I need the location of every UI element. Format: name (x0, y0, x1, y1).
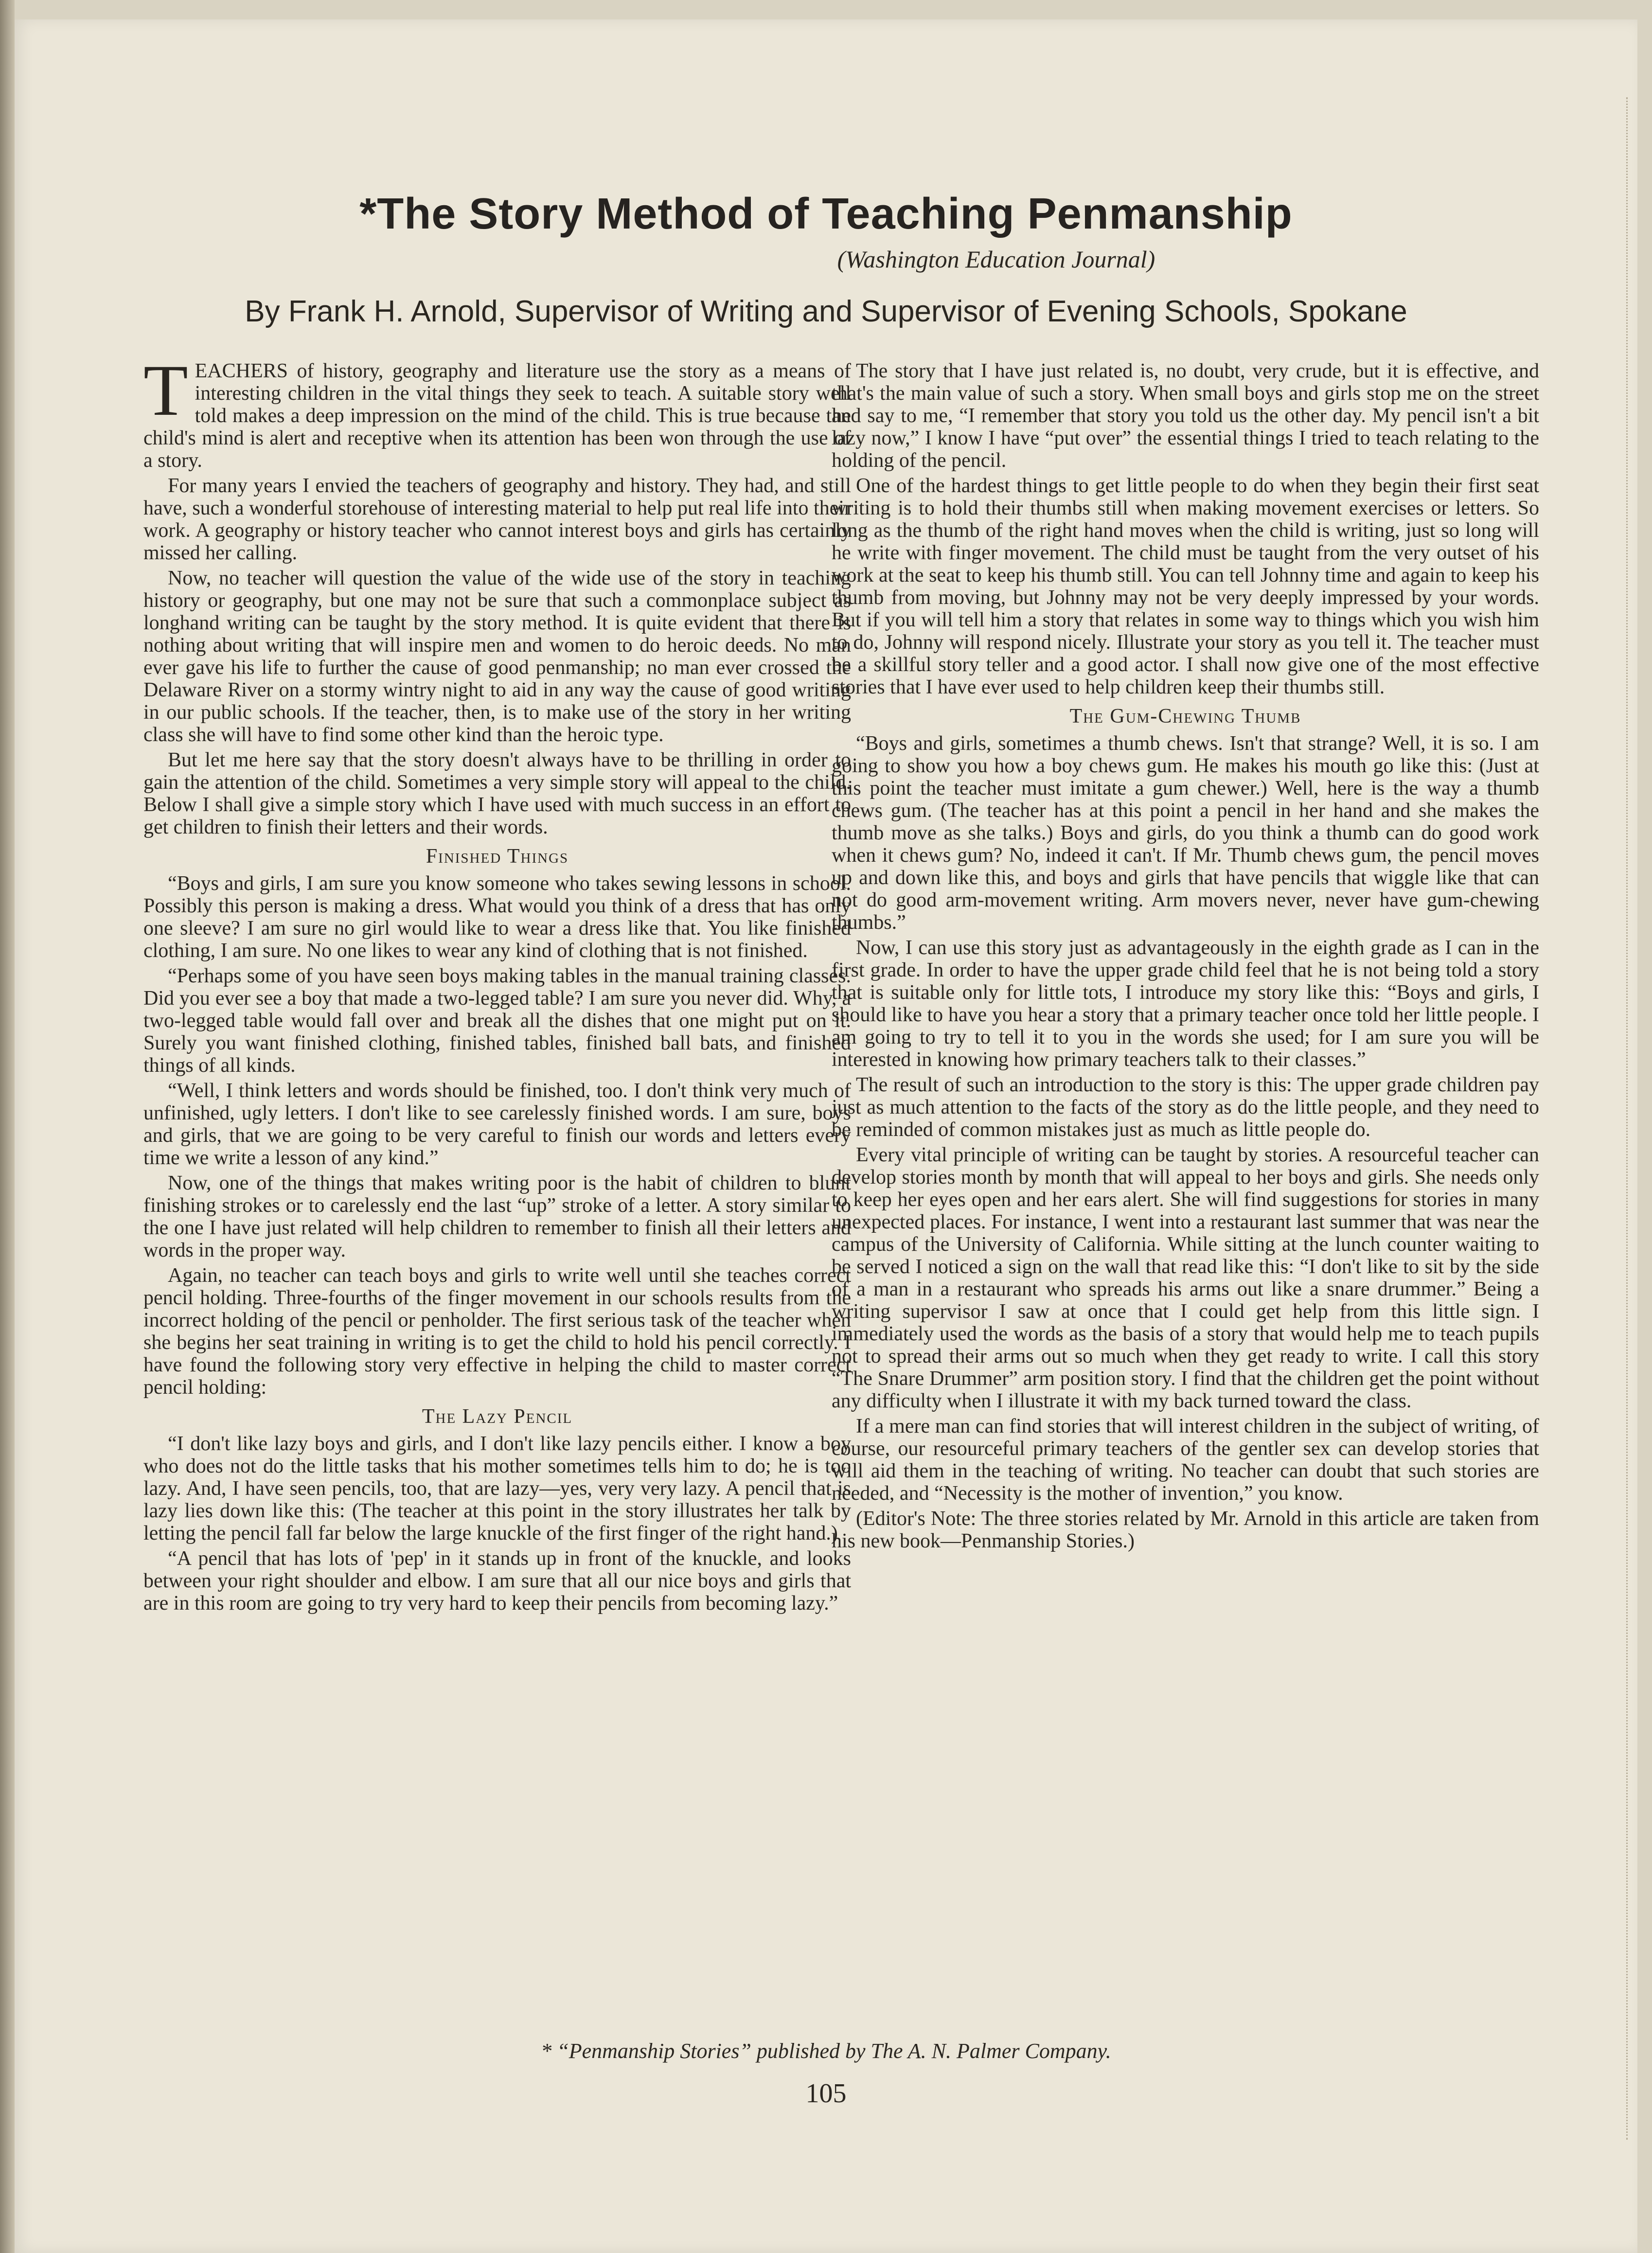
paragraph: The result of such an introduction to the story is this: The upper grade children pay just as much attention to the facts of the story as do the little people, and they need to be reminded of common mistakes just as much as little people do. (832, 1074, 1539, 1141)
section-heading: Finished Things (426, 845, 569, 868)
paragraph-text: EACHERS of history, geography and literature use the story as a means of interesting children in the vital things they seek to teach. A suitable story well told makes a deep impression on the mind of the child. This is true because the child's mind is alert and receptive when its attention has been won through the use of a story. (143, 360, 851, 472)
paragraph: “Perhaps some of you have seen boys making tables in the manual training classes. Did you ever see a boy that made a two-legged table? I am sure you never did. Why, a two-legged table would fall over and break all the dishes that one might put on it. Surely you want finished clothing, finished tables, finished ball bats, and finished things of all kinds. (143, 965, 851, 1077)
paragraph: “Well, I think letters and words should be finished, too. I don't think very much of unfinished, ugly letters. I don't like to see carelessly finished words. I am sure, boys and girls, that we are going to be very careful to finish our words and letters every time we write a lesson of any kind.” (143, 1080, 851, 1169)
article-title: *The Story Method of Teaching Penmanship (359, 190, 1293, 238)
book-spine-shadow (0, 0, 15, 2253)
paragraph: But let me here say that the story doesn't always have to be thrilling in order to gain the attention of the child. Sometimes a very simple story will appeal to the child. Below I shall give a simple story which I have used with much success in an effort to get children to finish their letters and their words. (143, 749, 851, 838)
left-column (143, 360, 851, 2023)
drop-cap: T (143, 360, 188, 431)
paragraph: If a mere man can find stories that will interest children in the subject of writing, of course, our resourceful primary teachers of the gentler sex can develop stories that will aid them in the teaching of writing. No teacher can doubt that such stories are needed, and “Necessity is the mother of invention,” you know. (832, 1415, 1539, 1505)
page-number: 105 (805, 2078, 847, 2109)
paragraph: “A pencil that has lots of 'pep' in it stands up in front of the knuckle, and looks between your right shoulder and elbow. I am sure that all our nice boys and girls that are in this room are going to try very hard to keep their pencils from becoming lazy.” (143, 1547, 851, 1614)
paragraph: “Boys and girls, I am sure you know someone who takes sewing lessons in school. Possibly this person is making a dress. What would you think of a dress that has only one sleeve? I am sure no girl would like to wear a dress like that. You like finished clothing, I am sure. No one likes to wear any kind of clothing that is not finished. (143, 872, 851, 962)
paragraph (143, 360, 851, 472)
paragraph: Every vital principle of writing can be taught by stories. A resourceful teacher can develop stories month by month that will appeal to her boys and girls. She needs only to keep her eyes open and her ears alert. She will find suggestions for stories in many unexpected places. For instance, I went into a restaurant last summer that was near the campus of the University of California. While sitting at the lunch counter waiting to be served I noticed a sign on the wall that read like this: “I don't like to sit by the side of a man in a restaurant who spreads his arms out like a snare drummer.” Being a writing supervisor I saw at once that I could get help from this little sign. I immediately used the words as the basis of a story that would help me to teach pupils not to spread their arms out so much when they get ready to write. I call this story “The Snare Drummer” arm position story. I find that the children get the point without any difficulty when I illustrate it with my back turned toward the class. (832, 1144, 1539, 1412)
right-column (832, 360, 1539, 2023)
paragraph: Now, one of the things that makes writing poor is the habit of children to blunt finishing strokes or to carelessly end the last “up” stroke of a letter. A story similar to the one I have just related will help children to remember to finish all their letters and words in the proper way. (143, 1172, 851, 1261)
paragraph: For many years I envied the teachers of geography and history. They had, and still have, such a wonderful storehouse of interesting material to help put real life into their work. A geography or history teacher who cannot interest boys and girls has certainly missed her calling. (143, 475, 851, 564)
paragraph: One of the hardest things to get little people to do when they begin their first seat writing is to hold their thumbs still when making movement exercises or letters. So long as the thumb of the right hand moves when the child is writing, just so long will he write with finger movement. The child must be taught from the very outset of his work at the seat to keep his thumb still. You can tell Johnny time and again to keep his thumb from moving, but Johnny may not be very deeply impressed by your words. But if you will tell him a story that relates in some way to things which you wish him to do, Johnny will respond nicely. Illustrate your story as you tell it. The teacher must be a skillful story teller and a good actor. I shall now give one of the most effective stories that I have ever used to help children keep their thumbs still. (832, 475, 1539, 698)
article-byline: By Frank H. Arnold, Supervisor of Writing and Supervisor of Evening Schools, Spokane (245, 295, 1407, 328)
section-heading: The Lazy Pencil (422, 1405, 573, 1428)
magazine-page (15, 19, 1637, 2253)
article-source: (Washington Education Journal) (837, 246, 1155, 273)
paragraph: “Boys and girls, sometimes a thumb chews. Isn't that strange? Well, it is so. I am going to show you how a boy chews gum. He makes his mouth go like this: (Just at this point the teacher must imitate a gum chewer.) Well, here is the way a thumb chews gum. (The teacher has at this point a pencil in her hand and she makes the thumb move as she talks.) Boys and girls, do you think a thumb can do good work when it chews gum? No, indeed it can't. If Mr. Thumb chews gum, the pencil moves up and down like this, and boys and girls that have pencils that wiggle like that can not do good arm-movement writing. Arm movers never, never have gum-chewing thumbs.” (832, 732, 1539, 934)
editor-note: (Editor's Note: The three stories related by Mr. Arnold in this article are taken from his new book—Penmanship Stories.) (832, 1508, 1539, 1552)
paragraph: “I don't like lazy boys and girls, and I don't like lazy pencils either. I know a boy who does not do the little tasks that his mother sometimes tells him to do; he is too lazy. And, I have seen pencils, too, that are lazy—yes, very very lazy. A pencil that is lazy lies down like this: (The teacher at this point in the story illustrates her talk by letting the pencil fall far below the large knuckle of the first finger of the right hand.) (143, 1433, 851, 1544)
article-header (15, 185, 1637, 334)
page-edge-marks (1622, 97, 1628, 2140)
paragraph: Again, no teacher can teach boys and girls to write well until she teaches correct pencil holding. Three-fourths of the finger movement in our schools results from the incorrect holding of the pencil or penholder. The first serious task of the teacher when she begins her seat training in writing is to get the child to hold his pencil correctly. I have found the following story very effective in helping the child to master correct pencil holding: (143, 1264, 851, 1399)
paragraph: Now, I can use this story just as advantageously in the eighth grade as I can in the first grade. In order to have the upper grade child feel that he is not being told a story that is suitable only for little tots, I introduce my story like this: “Boys and girls, I should like to have you hear a story that a primary teacher once told her little people. I am going to try to tell it to you in the words she used; for I am sure you will be interested in knowing how primary teachers talk to their classes.” (832, 937, 1539, 1071)
paragraph: The story that I have just related is, no doubt, very crude, but it is effective, and that's the main value of such a story. When small boys and girls stop me on the street and say to me, “I remember that story you told us the other day. My pencil isn't a bit lazy now,” I know I have “put over” the essential things I tried to teach relating to the holding of the pencil. (832, 360, 1539, 472)
footnote: * “Penmanship Stories” published by The A. N. Palmer Company. (541, 2039, 1111, 2063)
section-heading: The Gum-Chewing Thumb (1069, 705, 1301, 727)
paragraph: Now, no teacher will question the value of the wide use of the story in teaching history or geography, but one may not be sure that such a commonplace subject as longhand writing can be taught by the story method. It is quite evident that there is nothing about writing that will inspire men and women to do heroic deeds. No man ever gave his life to further the cause of good penmanship; no man ever crossed the Delaware River on a stormy wintry night to aid in any way the cause of good writing in our public schools. If the teacher, then, is to make use of the story in her writing class she will have to find some other kind than the heroic type. (143, 567, 851, 746)
